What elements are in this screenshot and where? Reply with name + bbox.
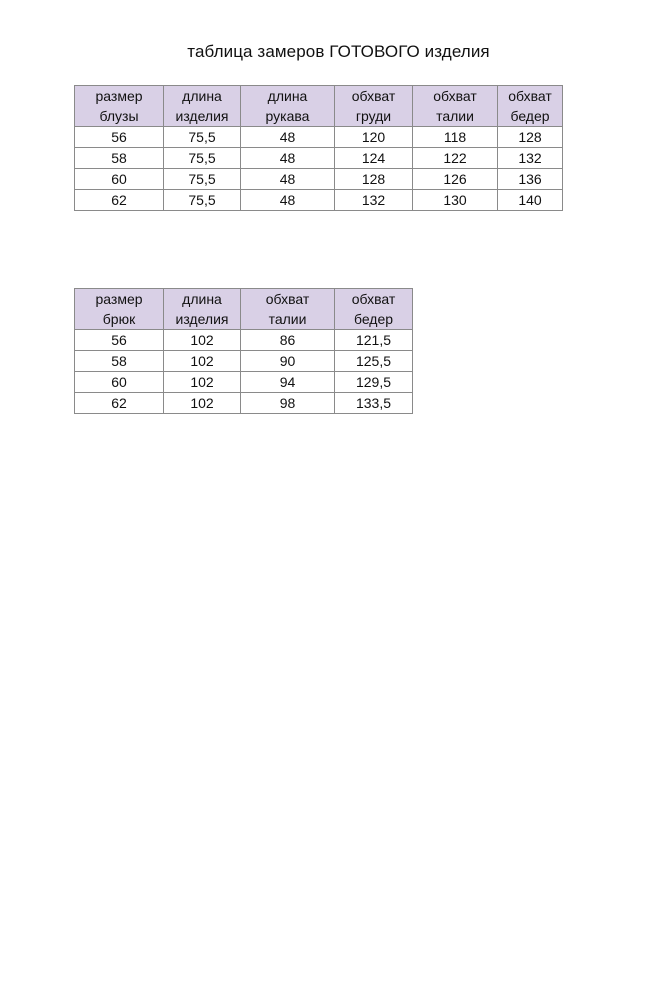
table-cell: 58 <box>75 148 164 169</box>
table-cell: 122 <box>413 148 498 169</box>
table-cell: 58 <box>75 351 164 372</box>
table-cell: 102 <box>164 393 241 414</box>
table-cell: 94 <box>241 372 335 393</box>
table-row <box>75 127 563 148</box>
table-cell: 136 <box>498 169 563 190</box>
table-header-row <box>75 86 563 127</box>
page-title: таблица замеров ГОТОВОГО изделия <box>187 42 490 61</box>
table-cell: 90 <box>241 351 335 372</box>
table-cell: 102 <box>164 330 241 351</box>
table-cell: 75,5 <box>164 148 241 169</box>
table-row <box>75 169 563 190</box>
column-header: длина изделия <box>164 86 241 127</box>
column-header: обхват бедер <box>335 289 413 330</box>
table-cell: 128 <box>335 169 413 190</box>
table-cell: 140 <box>498 190 563 211</box>
pants-size-table <box>74 288 413 414</box>
column-header: размер брюк <box>75 289 164 330</box>
table-cell: 133,5 <box>335 393 413 414</box>
column-header: обхват талии <box>413 86 498 127</box>
table-cell: 121,5 <box>335 330 413 351</box>
table-cell: 120 <box>335 127 413 148</box>
table-cell: 126 <box>413 169 498 190</box>
table-cell: 128 <box>498 127 563 148</box>
table-cell: 102 <box>164 351 241 372</box>
table-cell: 129,5 <box>335 372 413 393</box>
table-cell: 56 <box>75 330 164 351</box>
table-cell: 60 <box>75 169 164 190</box>
table-cell: 48 <box>241 127 335 148</box>
table-row <box>75 190 563 211</box>
column-header: длина рукава <box>241 86 335 127</box>
table-cell: 62 <box>75 190 164 211</box>
table-cell: 98 <box>241 393 335 414</box>
table-row <box>75 372 413 393</box>
table-cell: 124 <box>335 148 413 169</box>
table-cell: 125,5 <box>335 351 413 372</box>
blouse-size-table <box>74 85 563 211</box>
table-cell: 132 <box>335 190 413 211</box>
table-cell: 118 <box>413 127 498 148</box>
table-cell: 75,5 <box>164 127 241 148</box>
table-cell: 56 <box>75 127 164 148</box>
column-header: обхват талии <box>241 289 335 330</box>
table-cell: 48 <box>241 148 335 169</box>
table-row <box>75 148 563 169</box>
table-cell: 75,5 <box>164 169 241 190</box>
table-cell: 75,5 <box>164 190 241 211</box>
table-row <box>75 393 413 414</box>
table-cell: 86 <box>241 330 335 351</box>
column-header: размер блузы <box>75 86 164 127</box>
table-cell: 132 <box>498 148 563 169</box>
column-header: обхват груди <box>335 86 413 127</box>
table-cell: 62 <box>75 393 164 414</box>
table-cell: 130 <box>413 190 498 211</box>
table-cell: 60 <box>75 372 164 393</box>
table-cell: 102 <box>164 372 241 393</box>
table-row <box>75 351 413 372</box>
table-cell: 48 <box>241 169 335 190</box>
column-header: длина изделия <box>164 289 241 330</box>
table-row <box>75 330 413 351</box>
column-header: обхват бедер <box>498 86 563 127</box>
table-cell: 48 <box>241 190 335 211</box>
table-header-row <box>75 289 413 330</box>
